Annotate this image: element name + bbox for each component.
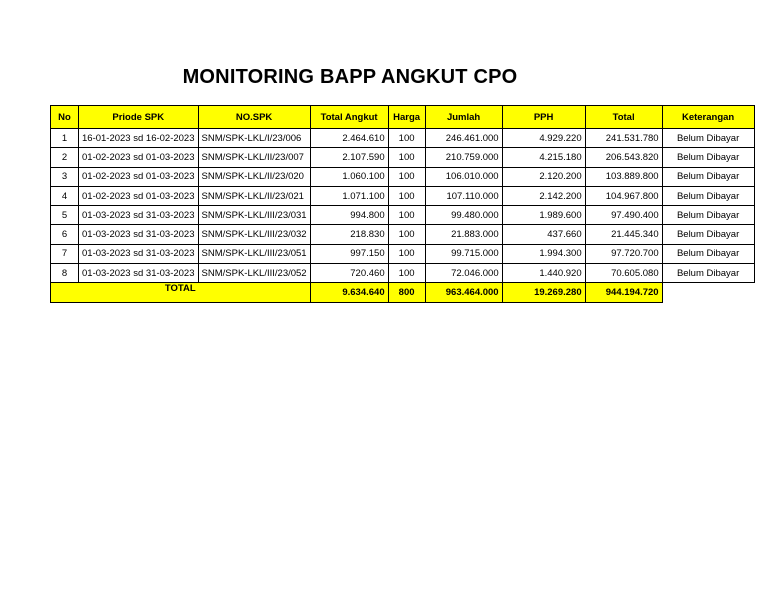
table-row	[51, 148, 755, 167]
cell-total-angkut: 218.830	[310, 225, 388, 244]
cell-total: 70.605.080	[585, 264, 662, 283]
cell-no: 6	[51, 225, 79, 244]
cell-keterangan: Belum Dibayar	[662, 129, 754, 148]
cell-jumlah: 99.715.000	[425, 244, 502, 263]
cell-total: 21.445.340	[585, 225, 662, 244]
cell-total: 97.490.400	[585, 206, 662, 225]
cell-pph: 437.660	[502, 225, 585, 244]
total-label: TOTAL	[51, 283, 311, 302]
header-no: No	[51, 106, 79, 129]
header-pph: PPH	[502, 106, 585, 129]
cell-total-angkut: 720.460	[310, 264, 388, 283]
cell-pph: 2.142.200	[502, 186, 585, 205]
bapp-table	[50, 105, 755, 303]
cell-jumlah: 21.883.000	[425, 225, 502, 244]
cell-total-angkut: 1.060.100	[310, 167, 388, 186]
header-row	[51, 106, 755, 129]
cell-no: 3	[51, 167, 79, 186]
cell-nospk: SNM/SPK-LKL/III/23/051	[198, 244, 310, 263]
header-jumlah: Jumlah	[425, 106, 502, 129]
header-harga: Harga	[388, 106, 425, 129]
cell-nospk: SNM/SPK-LKL/III/23/052	[198, 264, 310, 283]
cell-total-angkut: 2.464.610	[310, 129, 388, 148]
cell-total-angkut: 997.150	[310, 244, 388, 263]
cell-jumlah: 210.759.000	[425, 148, 502, 167]
cell-pph: 2.120.200	[502, 167, 585, 186]
cell-nospk: SNM/SPK-LKL/II/23/021	[198, 186, 310, 205]
table-body	[51, 129, 755, 283]
cell-total: 206.543.820	[585, 148, 662, 167]
cell-harga: 100	[388, 129, 425, 148]
cell-pph: 4.929.220	[502, 129, 585, 148]
cell-pph: 4.215.180	[502, 148, 585, 167]
cell-periode: 01-02-2023 sd 01-03-2023	[79, 186, 199, 205]
table-row	[51, 186, 755, 205]
cell-periode: 01-03-2023 sd 31-03-2023	[79, 264, 199, 283]
cell-total-angkut: 1.071.100	[310, 186, 388, 205]
cell-periode: 01-02-2023 sd 01-03-2023	[79, 148, 199, 167]
total-pph-sum: 19.269.280	[502, 283, 585, 302]
cell-no: 2	[51, 148, 79, 167]
table-row	[51, 244, 755, 263]
cell-keterangan: Belum Dibayar	[662, 206, 754, 225]
total-total-sum: 944.194.720	[585, 283, 662, 302]
cell-harga: 100	[388, 264, 425, 283]
cell-keterangan: Belum Dibayar	[662, 244, 754, 263]
cell-jumlah: 106.010.000	[425, 167, 502, 186]
cell-jumlah: 107.110.000	[425, 186, 502, 205]
header-keterangan: Keterangan	[662, 106, 754, 129]
cell-no: 7	[51, 244, 79, 263]
cell-harga: 100	[388, 148, 425, 167]
cell-nospk: SNM/SPK-LKL/I/23/006	[198, 129, 310, 148]
cell-harga: 100	[388, 186, 425, 205]
table-row	[51, 206, 755, 225]
cell-harga: 100	[388, 206, 425, 225]
cell-total-angkut: 994.800	[310, 206, 388, 225]
cell-total: 241.531.780	[585, 129, 662, 148]
cell-total: 97.720.700	[585, 244, 662, 263]
cell-no: 5	[51, 206, 79, 225]
cell-pph: 1.994.300	[502, 244, 585, 263]
cell-periode: 01-03-2023 sd 31-03-2023	[79, 225, 199, 244]
cell-harga: 100	[388, 167, 425, 186]
cell-harga: 100	[388, 225, 425, 244]
cell-periode: 16-01-2023 sd 16-02-2023	[79, 129, 199, 148]
cell-no: 1	[51, 129, 79, 148]
page-title: MONITORING BAPP ANGKUT CPO	[182, 66, 518, 88]
cell-jumlah: 246.461.000	[425, 129, 502, 148]
header-nospk: NO.SPK	[198, 106, 310, 129]
cell-jumlah: 99.480.000	[425, 206, 502, 225]
cell-total: 103.889.800	[585, 167, 662, 186]
header-periode: Priode SPK	[79, 106, 199, 129]
table-row	[51, 167, 755, 186]
cell-periode: 01-03-2023 sd 31-03-2023	[79, 206, 199, 225]
cell-keterangan: Belum Dibayar	[662, 167, 754, 186]
total-row	[51, 283, 755, 302]
cell-total-angkut: 2.107.590	[310, 148, 388, 167]
total-angkut-sum: 9.634.640	[310, 283, 388, 302]
cell-harga: 100	[388, 244, 425, 263]
cell-periode: 01-03-2023 sd 31-03-2023	[79, 244, 199, 263]
cell-nospk: SNM/SPK-LKL/III/23/031	[198, 206, 310, 225]
cell-keterangan: Belum Dibayar	[662, 225, 754, 244]
cell-no: 4	[51, 186, 79, 205]
table-row	[51, 129, 755, 148]
cell-total: 104.967.800	[585, 186, 662, 205]
cell-no: 8	[51, 264, 79, 283]
total-blank-cell	[662, 283, 754, 302]
total-jumlah-sum: 963.464.000	[425, 283, 502, 302]
header-total-angkut: Total Angkut	[310, 106, 388, 129]
table-row	[51, 225, 755, 244]
cell-pph: 1.989.600	[502, 206, 585, 225]
cell-nospk: SNM/SPK-LKL/II/23/007	[198, 148, 310, 167]
table-row	[51, 264, 755, 283]
cell-keterangan: Belum Dibayar	[662, 148, 754, 167]
header-total: Total	[585, 106, 662, 129]
cell-jumlah: 72.046.000	[425, 264, 502, 283]
cell-nospk: SNM/SPK-LKL/III/23/032	[198, 225, 310, 244]
cell-keterangan: Belum Dibayar	[662, 186, 754, 205]
cell-nospk: SNM/SPK-LKL/II/23/020	[198, 167, 310, 186]
total-harga-sum: 800	[388, 283, 425, 302]
cell-keterangan: Belum Dibayar	[662, 264, 754, 283]
cell-pph: 1.440.920	[502, 264, 585, 283]
cell-periode: 01-02-2023 sd 01-03-2023	[79, 167, 199, 186]
